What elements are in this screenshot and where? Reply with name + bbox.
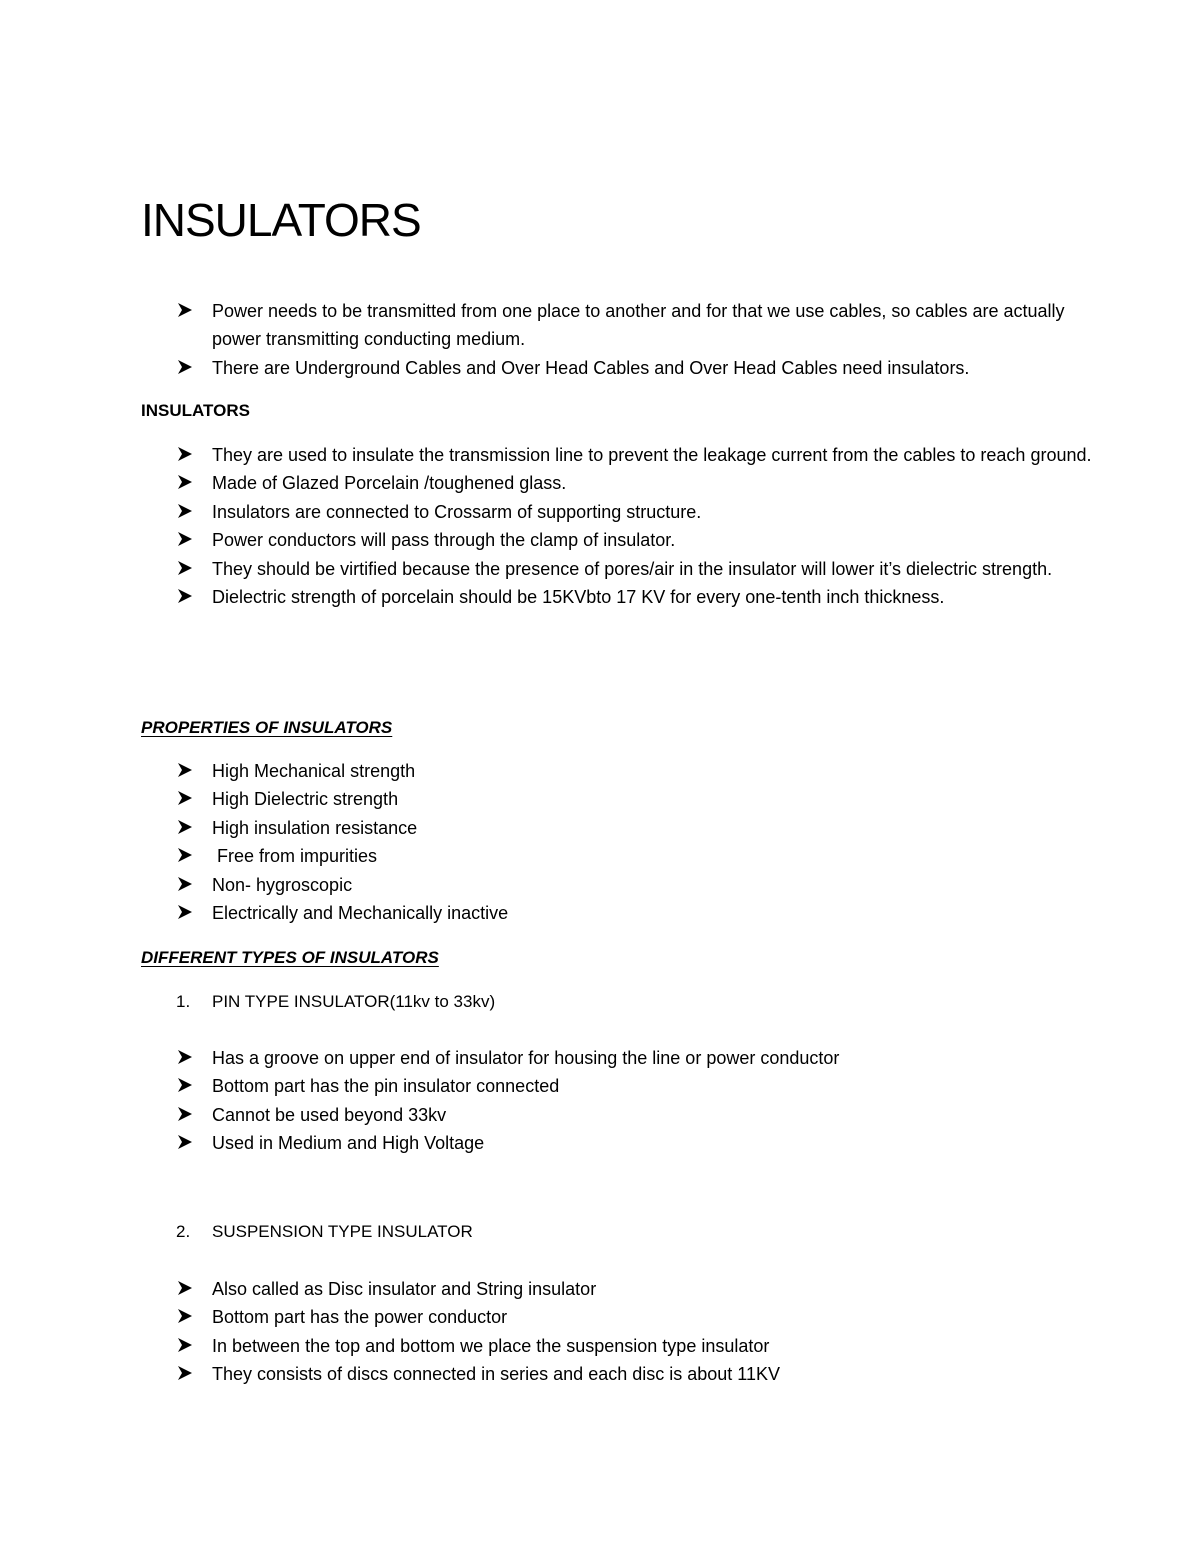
list-item xyxy=(0,899,1092,927)
arrow-bullet-icon xyxy=(176,502,194,520)
arrow-bullet-icon xyxy=(176,846,194,864)
list-item xyxy=(0,785,1092,813)
list-item-text: They are used to insulate the transmission line to prevent the leakage current from the cables to reach ground. xyxy=(212,445,1092,465)
list-item xyxy=(0,498,1092,526)
list-item xyxy=(0,1044,1092,1072)
list-item-text: They should be virtified because the presence of pores/air in the insulator will lower it’s dielectric strength. xyxy=(212,558,1053,579)
list-item-text: Bottom part has the pin insulator connected xyxy=(212,1076,560,1097)
list-item xyxy=(0,1303,1092,1331)
arrow-bullet-icon xyxy=(176,559,194,577)
section-heading-types: DIFFERENT TYPES OF INSULATORS xyxy=(141,948,439,967)
list-item-text: There are Underground Cables and Over Head Cables and Over Head Cables need insulators. xyxy=(212,357,970,378)
pin-type-bullet-list xyxy=(0,1044,1092,1158)
list-item xyxy=(0,1275,1092,1303)
arrow-bullet-icon xyxy=(176,818,194,836)
types-numbered-item-1 xyxy=(0,988,1092,1016)
list-item-text: High insulation resistance xyxy=(212,817,418,838)
document-title: INSULATORS xyxy=(141,194,421,246)
list-item-text: Bottom part has the power conductor xyxy=(212,1307,508,1328)
numbered-item xyxy=(0,1218,1092,1246)
list-item-text: Made of Glazed Porcelain /toughened glass. xyxy=(212,473,567,494)
list-item-text: Power conductors will pass through the clamp of insulator. xyxy=(212,530,676,551)
list-item-text: High Mechanical strength xyxy=(212,761,416,781)
item-label: PIN TYPE INSULATOR(11kv to 33kv) xyxy=(212,992,496,1011)
list-item xyxy=(0,1072,1092,1100)
numbered-item xyxy=(0,988,1092,1016)
arrow-bullet-icon xyxy=(176,1364,194,1382)
list-item-text: In between the top and bottom we place the suspension type insulator xyxy=(212,1335,770,1356)
arrow-bullet-icon xyxy=(176,445,194,463)
section-heading-properties: PROPERTIES OF INSULATORS xyxy=(141,718,393,737)
types-numbered-item-2 xyxy=(0,1218,1092,1246)
list-item-text: Cannot be used beyond 33kv xyxy=(212,1104,447,1125)
arrow-bullet-icon xyxy=(176,301,194,319)
list-item-text: Used in Medium and High Voltage xyxy=(212,1133,485,1154)
arrow-bullet-icon xyxy=(176,530,194,548)
arrow-bullet-icon xyxy=(176,1279,194,1297)
list-item xyxy=(0,1332,1092,1360)
list-item-text: Dielectric strength of porcelain should be 15KVbto 17 KV for every one-tenth inch thickness. xyxy=(212,587,945,608)
arrow-bullet-icon xyxy=(176,1076,194,1094)
section-heading-insulators: INSULATORS xyxy=(141,401,250,420)
list-item xyxy=(0,469,1092,497)
arrow-bullet-icon xyxy=(176,1336,194,1354)
arrow-bullet-icon xyxy=(176,1048,194,1066)
arrow-bullet-icon xyxy=(176,761,194,779)
arrow-bullet-icon xyxy=(176,875,194,893)
suspension-type-bullet-list xyxy=(0,1275,1092,1389)
list-item xyxy=(0,297,1092,354)
arrow-bullet-icon xyxy=(176,473,194,491)
list-item xyxy=(0,441,1092,469)
arrow-bullet-icon xyxy=(176,587,194,605)
arrow-bullet-icon xyxy=(176,903,194,921)
item-number: 1. xyxy=(176,992,191,1011)
list-item xyxy=(0,354,1092,382)
list-item-text: High Dielectric strength xyxy=(212,789,399,810)
insulators-bullet-list xyxy=(0,441,1092,611)
item-label: SUSPENSION TYPE INSULATOR xyxy=(212,1222,473,1241)
list-item xyxy=(0,1129,1092,1157)
properties-bullet-list xyxy=(0,757,1092,927)
arrow-bullet-icon xyxy=(176,1307,194,1325)
list-item-text: Insulators are connected to Crossarm of supporting structure. xyxy=(212,501,702,522)
list-item-text: Free from impurities xyxy=(212,846,378,867)
list-item-text: Also called as Disc insulator and String insulator xyxy=(212,1279,597,1299)
arrow-bullet-icon xyxy=(176,358,194,376)
list-item-text: They consists of discs connected in series and each disc is about 11KV xyxy=(212,1364,780,1385)
list-item xyxy=(0,757,1092,785)
list-item xyxy=(0,871,1092,899)
intro-bullet-list xyxy=(0,297,1092,382)
list-item-text: Electrically and Mechanically inactive xyxy=(212,903,509,924)
list-item xyxy=(0,1101,1092,1129)
list-item-text: Has a groove on upper end of insulator for housing the line or power conductor xyxy=(212,1048,840,1068)
list-item xyxy=(0,1360,1092,1388)
item-number: 2. xyxy=(176,1222,191,1241)
list-item xyxy=(0,814,1092,842)
list-item xyxy=(0,842,1092,870)
arrow-bullet-icon xyxy=(176,1133,194,1151)
list-item xyxy=(0,583,1092,611)
list-item-text: Power needs to be transmitted from one place to another and for that we use cables, so cables are actually power transmitting conducting medium. xyxy=(212,301,1065,350)
list-item xyxy=(0,555,1092,583)
list-item xyxy=(0,526,1092,554)
arrow-bullet-icon xyxy=(176,789,194,807)
list-item-text: Non- hygroscopic xyxy=(212,874,353,895)
arrow-bullet-icon xyxy=(176,1105,194,1123)
